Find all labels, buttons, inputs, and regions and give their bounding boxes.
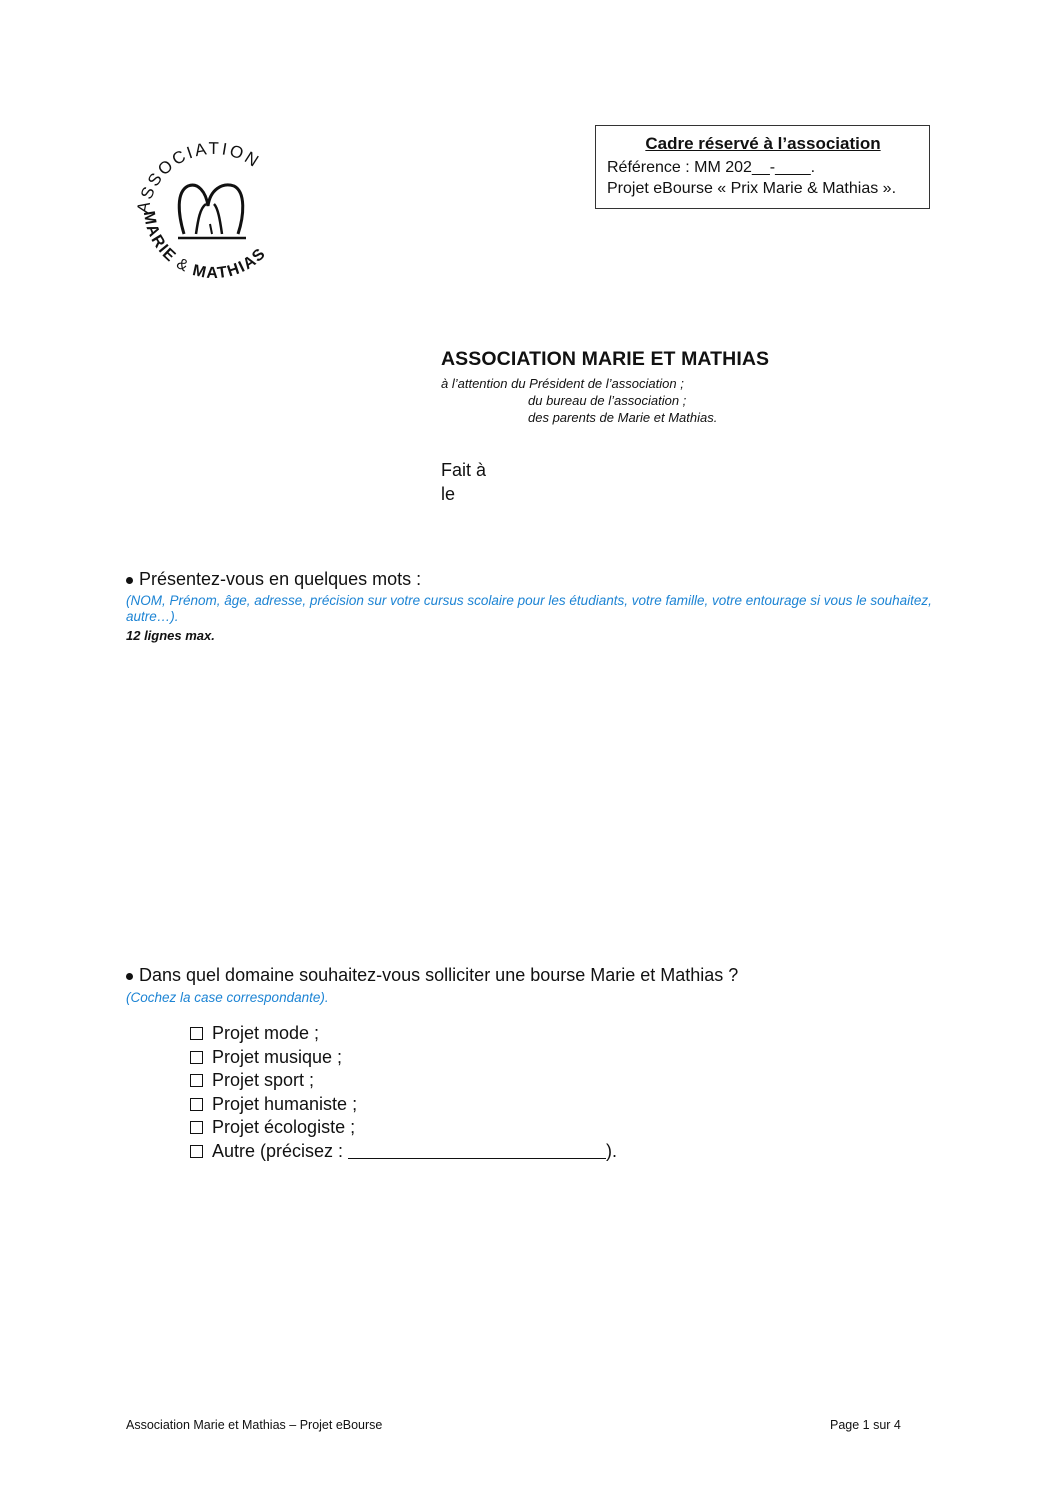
logo-text-mathias: MATHIAS xyxy=(190,244,270,283)
logo-emblem-icon xyxy=(126,128,302,304)
option-label: Autre (précisez : xyxy=(212,1140,344,1161)
checkbox-icon[interactable] xyxy=(190,1145,203,1158)
attention-line-3: des parents de Marie et Mathias. xyxy=(528,410,718,425)
project-field: Projet eBourse « Prix Marie & Mathias ». xyxy=(607,180,897,197)
svg-text:ASSOCIATION xyxy=(133,139,264,215)
max-lines-note: 12 lignes max. xyxy=(126,628,215,643)
footer-title: Association Marie et Mathias – Projet eBourse xyxy=(126,1418,383,1432)
option-ecologist[interactable] xyxy=(190,1116,617,1140)
fait-a-label: Fait à xyxy=(441,460,487,480)
svg-text:MARIE & MATHIA: MARIE & MATHIAS xyxy=(139,209,270,283)
option-other[interactable] xyxy=(190,1140,617,1164)
present-yourself-hint: (NOM, Prénom, âge, adresse, précision sur votre cursus scolaire pour les étudiants, votre famille, votre entourage si vous le souhaitez, autre…). xyxy=(126,593,932,624)
option-label: Projet sport ; xyxy=(212,1070,315,1091)
domain-options xyxy=(190,1022,617,1163)
association-logo xyxy=(126,128,302,304)
checkbox-icon[interactable] xyxy=(190,1098,203,1111)
le-label: le xyxy=(441,484,456,504)
question-domain xyxy=(126,965,738,986)
option-mode[interactable] xyxy=(190,1022,617,1046)
reserved-for-association-box xyxy=(595,125,930,209)
place-date-block xyxy=(441,458,486,506)
domain-hint: (Cochez la case correspondante). xyxy=(126,990,329,1005)
question-text: Dans quel domaine souhaitez-vous solliciter une bourse Marie et Mathias ? xyxy=(139,965,739,985)
checkbox-icon[interactable] xyxy=(190,1051,203,1064)
bullet-icon xyxy=(126,973,133,980)
option-label: Projet mode ; xyxy=(212,1023,320,1044)
attention-line-1: à l’attention du Président de l’association ; xyxy=(441,376,684,391)
option-music[interactable] xyxy=(190,1046,617,1070)
attention-line-2: du bureau de l’association ; xyxy=(528,393,687,408)
checkbox-icon[interactable] xyxy=(190,1074,203,1087)
option-sport[interactable] xyxy=(190,1069,617,1093)
reference-field: Référence : MM 202__-____. xyxy=(607,159,816,176)
checkbox-icon[interactable] xyxy=(190,1121,203,1134)
option-label: Projet écologiste ; xyxy=(212,1117,356,1138)
checkbox-icon[interactable] xyxy=(190,1027,203,1040)
other-end-text: ). xyxy=(606,1140,618,1161)
page-number: Page 1 sur 4 xyxy=(830,1418,901,1432)
question-text: Présentez-vous en quelques mots : xyxy=(139,569,422,589)
bullet-icon xyxy=(126,577,133,584)
logo-text-association: ASSOCIATION xyxy=(133,138,264,215)
option-label: Projet humaniste ; xyxy=(212,1093,358,1114)
option-humanist[interactable] xyxy=(190,1093,617,1117)
association-title: ASSOCIATION MARIE ET MATHIAS xyxy=(441,348,770,370)
logo-text-marie: MARIE xyxy=(139,209,180,267)
question-present-yourself xyxy=(126,569,421,590)
reserved-box-title: Cadre réservé à l’association xyxy=(645,134,881,153)
option-label: Projet musique ; xyxy=(212,1046,343,1067)
other-specify-field[interactable] xyxy=(348,1144,606,1159)
